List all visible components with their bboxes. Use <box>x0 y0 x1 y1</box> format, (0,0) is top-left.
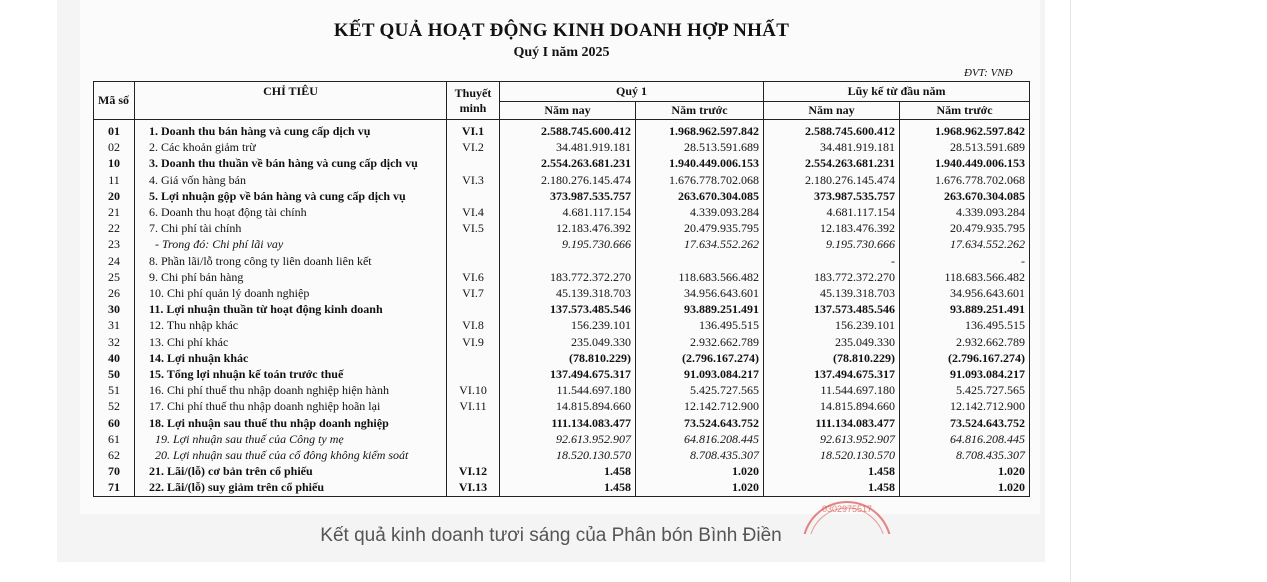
row-code: 24 <box>94 253 135 269</box>
row-note: VI.2 <box>447 139 500 155</box>
ytd-last-year-value: 64.816.208.445 <box>900 431 1030 447</box>
currency-unit: ĐVT: VNĐ <box>964 67 1013 79</box>
ytd-last-year-value: 34.956.643.601 <box>900 285 1030 301</box>
table-row <box>94 366 1030 382</box>
quarter-this-year-value: 2.588.745.600.412 <box>500 120 636 140</box>
row-note: VI.7 <box>447 285 500 301</box>
row-note <box>447 253 500 269</box>
quarter-last-year-value: 1.020 <box>636 463 764 479</box>
quarter-last-year-value: 1.020 <box>636 479 764 496</box>
row-note: VI.12 <box>447 463 500 479</box>
ytd-last-year-value: 2.932.662.789 <box>900 334 1030 350</box>
row-code: 02 <box>94 139 135 155</box>
ytd-last-year-value: 1.020 <box>900 463 1030 479</box>
ytd-last-year-value: 93.889.251.491 <box>900 301 1030 317</box>
ytd-this-year-value: 156.239.101 <box>764 317 900 333</box>
quarter-last-year-value: 20.479.935.795 <box>636 220 764 236</box>
ytd-this-year-value: 235.049.330 <box>764 334 900 350</box>
col-header-indicator: CHỈ TIÊU <box>135 82 447 120</box>
row-label: 21. Lãi/(lỗ) cơ bản trên cổ phiếu <box>135 463 447 479</box>
col-header-code: Mã số <box>94 82 135 120</box>
table-row <box>94 317 1030 333</box>
row-label: 2. Các khoản giảm trừ <box>135 139 447 155</box>
row-note: VI.6 <box>447 269 500 285</box>
quarter-this-year-value: (78.810.229) <box>500 350 636 366</box>
quarter-last-year-value: 12.142.712.900 <box>636 398 764 414</box>
ytd-this-year-value: 45.139.318.703 <box>764 285 900 301</box>
table-row <box>94 334 1030 350</box>
row-label: 20. Lợi nhuận sau thuế của cổ đông không kiểm soát <box>135 447 447 463</box>
svg-text:0302975517: 0302975517 <box>821 504 873 514</box>
table-row <box>94 139 1030 155</box>
row-label: 22. Lãi/(lỗ) suy giảm trên cổ phiếu <box>135 479 447 496</box>
ytd-this-year-value: 2.554.263.681.231 <box>764 155 900 171</box>
row-note: VI.4 <box>447 204 500 220</box>
row-note <box>447 415 500 431</box>
income-statement-table <box>93 81 1030 497</box>
ytd-last-year-value: 263.670.304.085 <box>900 188 1030 204</box>
quarter-this-year-value: 45.139.318.703 <box>500 285 636 301</box>
quarter-this-year-value: 12.183.476.392 <box>500 220 636 236</box>
ytd-this-year-value: 34.481.919.181 <box>764 139 900 155</box>
row-note: VI.5 <box>447 220 500 236</box>
quarter-this-year-value: 235.049.330 <box>500 334 636 350</box>
ytd-this-year-value: 1.458 <box>764 463 900 479</box>
row-label: 10. Chi phí quản lý doanh nghiệp <box>135 285 447 301</box>
row-code: 50 <box>94 366 135 382</box>
report-title: KẾT QUẢ HOẠT ĐỘNG KINH DOANH HỢP NHẤT <box>333 20 790 41</box>
quarter-last-year-value: 91.093.084.217 <box>636 366 764 382</box>
row-note: VI.8 <box>447 317 500 333</box>
row-code: 61 <box>94 431 135 447</box>
col-header-quarter-this-year: Năm nay <box>500 102 636 120</box>
col-header-ytd-last-year: Năm trước <box>900 102 1030 120</box>
row-label: 9. Chi phí bán hàng <box>135 269 447 285</box>
quarter-last-year-value: 136.495.515 <box>636 317 764 333</box>
ytd-this-year-value: 2.588.745.600.412 <box>764 120 900 140</box>
quarter-last-year-value: 93.889.251.491 <box>636 301 764 317</box>
row-code: 26 <box>94 285 135 301</box>
row-code: 60 <box>94 415 135 431</box>
ytd-this-year-value: 4.681.117.154 <box>764 204 900 220</box>
ytd-last-year-value: 91.093.084.217 <box>900 366 1030 382</box>
ytd-last-year-value: (2.796.167.274) <box>900 350 1030 366</box>
ytd-this-year-value: 11.544.697.180 <box>764 382 900 398</box>
table-row <box>94 172 1030 188</box>
table-row <box>94 236 1030 252</box>
table-row <box>94 431 1030 447</box>
quarter-last-year-value: 1.968.962.597.842 <box>636 120 764 140</box>
row-code: 52 <box>94 398 135 414</box>
ytd-last-year-value: 5.425.727.565 <box>900 382 1030 398</box>
table-row <box>94 253 1030 269</box>
row-note: VI.10 <box>447 382 500 398</box>
ytd-this-year-value: 14.815.894.660 <box>764 398 900 414</box>
quarter-this-year-value: 2.180.276.145.474 <box>500 172 636 188</box>
col-header-ytd: Lũy kế từ đầu năm <box>764 82 1030 102</box>
quarter-last-year-value: 263.670.304.085 <box>636 188 764 204</box>
table-row <box>94 220 1030 236</box>
row-note: VI.3 <box>447 172 500 188</box>
ytd-this-year-value: 137.573.485.546 <box>764 301 900 317</box>
col-header-note: Thuyết minh <box>447 82 500 120</box>
quarter-last-year-value: (2.796.167.274) <box>636 350 764 366</box>
table-row <box>94 350 1030 366</box>
row-label: 1. Doanh thu bán hàng và cung cấp dịch vụ <box>135 120 447 140</box>
quarter-last-year-value: 8.708.435.307 <box>636 447 764 463</box>
quarter-last-year-value: 2.932.662.789 <box>636 334 764 350</box>
table-row <box>94 398 1030 414</box>
ytd-this-year-value: 1.458 <box>764 479 900 496</box>
ytd-last-year-value: 1.940.449.006.153 <box>900 155 1030 171</box>
table-row <box>94 382 1030 398</box>
row-note <box>447 188 500 204</box>
row-code: 62 <box>94 447 135 463</box>
ytd-this-year-value: - <box>764 253 900 269</box>
row-code: 32 <box>94 334 135 350</box>
figure-caption: Kết quả kinh doanh tươi sáng của Phân bón Bình Điền <box>320 525 782 546</box>
ytd-last-year-value: 20.479.935.795 <box>900 220 1030 236</box>
ytd-this-year-value: 92.613.952.907 <box>764 431 900 447</box>
ytd-this-year-value: 18.520.130.570 <box>764 447 900 463</box>
quarter-this-year-value: 1.458 <box>500 479 636 496</box>
row-code: 25 <box>94 269 135 285</box>
report-subtitle: Quý I năm 2025 <box>513 45 610 60</box>
company-seal-stamp <box>797 494 897 534</box>
row-label: 7. Chi phí tài chính <box>135 220 447 236</box>
ytd-this-year-value: (78.810.229) <box>764 350 900 366</box>
ytd-this-year-value: 373.987.535.757 <box>764 188 900 204</box>
quarter-last-year-value: 73.524.643.752 <box>636 415 764 431</box>
table-row <box>94 285 1030 301</box>
table-row <box>94 463 1030 479</box>
row-code: 51 <box>94 382 135 398</box>
row-note: VI.11 <box>447 398 500 414</box>
row-label: 3. Doanh thu thuần về bán hàng và cung cấp dịch vụ <box>135 155 447 171</box>
row-code: 01 <box>94 120 135 140</box>
row-label: 17. Chi phí thuế thu nhập doanh nghiệp hoãn lại <box>135 398 447 414</box>
row-label: 18. Lợi nhuận sau thuế thu nhập doanh nghiệp <box>135 415 447 431</box>
quarter-last-year-value: 34.956.643.601 <box>636 285 764 301</box>
quarter-this-year-value: 4.681.117.154 <box>500 204 636 220</box>
quarter-last-year-value: 64.816.208.445 <box>636 431 764 447</box>
row-label: 11. Lợi nhuận thuần từ hoạt động kinh doanh <box>135 301 447 317</box>
quarter-this-year-value: 111.134.083.477 <box>500 415 636 431</box>
col-header-ytd-this-year: Năm nay <box>764 102 900 120</box>
ytd-last-year-value: 4.339.093.284 <box>900 204 1030 220</box>
row-note <box>447 366 500 382</box>
row-label: 4. Giá vốn hàng bán <box>135 172 447 188</box>
quarter-this-year-value: 137.494.675.317 <box>500 366 636 382</box>
row-code: 10 <box>94 155 135 171</box>
sidebar-blank <box>1070 0 1267 582</box>
quarter-this-year-value: 156.239.101 <box>500 317 636 333</box>
quarter-this-year-value: 137.573.485.546 <box>500 301 636 317</box>
row-code: 20 <box>94 188 135 204</box>
ytd-last-year-value: 8.708.435.307 <box>900 447 1030 463</box>
row-code: 40 <box>94 350 135 366</box>
table-row <box>94 301 1030 317</box>
table-row <box>94 188 1030 204</box>
table-row <box>94 269 1030 285</box>
row-note: VI.1 <box>447 120 500 140</box>
ytd-this-year-value: 183.772.372.270 <box>764 269 900 285</box>
ytd-last-year-value: 1.968.962.597.842 <box>900 120 1030 140</box>
row-note <box>447 447 500 463</box>
ytd-last-year-value: 118.683.566.482 <box>900 269 1030 285</box>
row-note <box>447 155 500 171</box>
row-code: 30 <box>94 301 135 317</box>
quarter-this-year-value: 14.815.894.660 <box>500 398 636 414</box>
col-header-quarter: Quý 1 <box>500 82 764 102</box>
table-row <box>94 447 1030 463</box>
quarter-this-year-value: 18.520.130.570 <box>500 447 636 463</box>
row-note <box>447 350 500 366</box>
ytd-this-year-value: 111.134.083.477 <box>764 415 900 431</box>
row-code: 21 <box>94 204 135 220</box>
ytd-last-year-value: 17.634.552.262 <box>900 236 1030 252</box>
col-header-quarter-last-year: Năm trước <box>636 102 764 120</box>
ytd-last-year-value: 136.495.515 <box>900 317 1030 333</box>
row-note <box>447 431 500 447</box>
row-label: 14. Lợi nhuận khác <box>135 350 447 366</box>
quarter-last-year-value: 1.940.449.006.153 <box>636 155 764 171</box>
quarter-this-year-value: 92.613.952.907 <box>500 431 636 447</box>
table-row <box>94 155 1030 171</box>
quarter-last-year-value: 4.339.093.284 <box>636 204 764 220</box>
row-label: 15. Tổng lợi nhuận kế toán trước thuế <box>135 366 447 382</box>
row-label: 19. Lợi nhuận sau thuế của Công ty mẹ <box>135 431 447 447</box>
ytd-this-year-value: 9.195.730.666 <box>764 236 900 252</box>
row-note: VI.13 <box>447 479 500 496</box>
row-note <box>447 236 500 252</box>
row-label: 12. Thu nhập khác <box>135 317 447 333</box>
row-code: 11 <box>94 172 135 188</box>
ytd-this-year-value: 12.183.476.392 <box>764 220 900 236</box>
row-label: 8. Phần lãi/lỗ trong công ty liên doanh liên kết <box>135 253 447 269</box>
quarter-this-year-value: 373.987.535.757 <box>500 188 636 204</box>
quarter-this-year-value: 11.544.697.180 <box>500 382 636 398</box>
ytd-last-year-value: 1.020 <box>900 479 1030 496</box>
row-code: 23 <box>94 236 135 252</box>
quarter-this-year-value <box>500 253 636 269</box>
row-label: - Trong đó: Chi phí lãi vay <box>135 236 447 252</box>
quarter-last-year-value: 5.425.727.565 <box>636 382 764 398</box>
quarter-last-year-value: 118.683.566.482 <box>636 269 764 285</box>
quarter-last-year-value: 28.513.591.689 <box>636 139 764 155</box>
table-row <box>94 120 1030 140</box>
quarter-last-year-value <box>636 253 764 269</box>
quarter-last-year-value: 1.676.778.702.068 <box>636 172 764 188</box>
ytd-last-year-value: 1.676.778.702.068 <box>900 172 1030 188</box>
table-row <box>94 415 1030 431</box>
row-note: VI.9 <box>447 334 500 350</box>
row-code: 22 <box>94 220 135 236</box>
quarter-this-year-value: 34.481.919.181 <box>500 139 636 155</box>
quarter-this-year-value: 2.554.263.681.231 <box>500 155 636 171</box>
ytd-last-year-value: 12.142.712.900 <box>900 398 1030 414</box>
quarter-this-year-value: 9.195.730.666 <box>500 236 636 252</box>
table-row <box>94 204 1030 220</box>
row-label: 16. Chi phí thuế thu nhập doanh nghiệp hiện hành <box>135 382 447 398</box>
ytd-this-year-value: 137.494.675.317 <box>764 366 900 382</box>
row-note <box>447 301 500 317</box>
quarter-last-year-value: 17.634.552.262 <box>636 236 764 252</box>
row-code: 71 <box>94 479 135 496</box>
row-label: 13. Chi phí khác <box>135 334 447 350</box>
ytd-last-year-value: - <box>900 253 1030 269</box>
row-label: 6. Doanh thu hoạt động tài chính <box>135 204 447 220</box>
ytd-this-year-value: 2.180.276.145.474 <box>764 172 900 188</box>
quarter-this-year-value: 183.772.372.270 <box>500 269 636 285</box>
row-label: 5. Lợi nhuận gộp về bán hàng và cung cấp dịch vụ <box>135 188 447 204</box>
ytd-last-year-value: 28.513.591.689 <box>900 139 1030 155</box>
row-code: 31 <box>94 317 135 333</box>
ytd-last-year-value: 73.524.643.752 <box>900 415 1030 431</box>
row-code: 70 <box>94 463 135 479</box>
quarter-this-year-value: 1.458 <box>500 463 636 479</box>
